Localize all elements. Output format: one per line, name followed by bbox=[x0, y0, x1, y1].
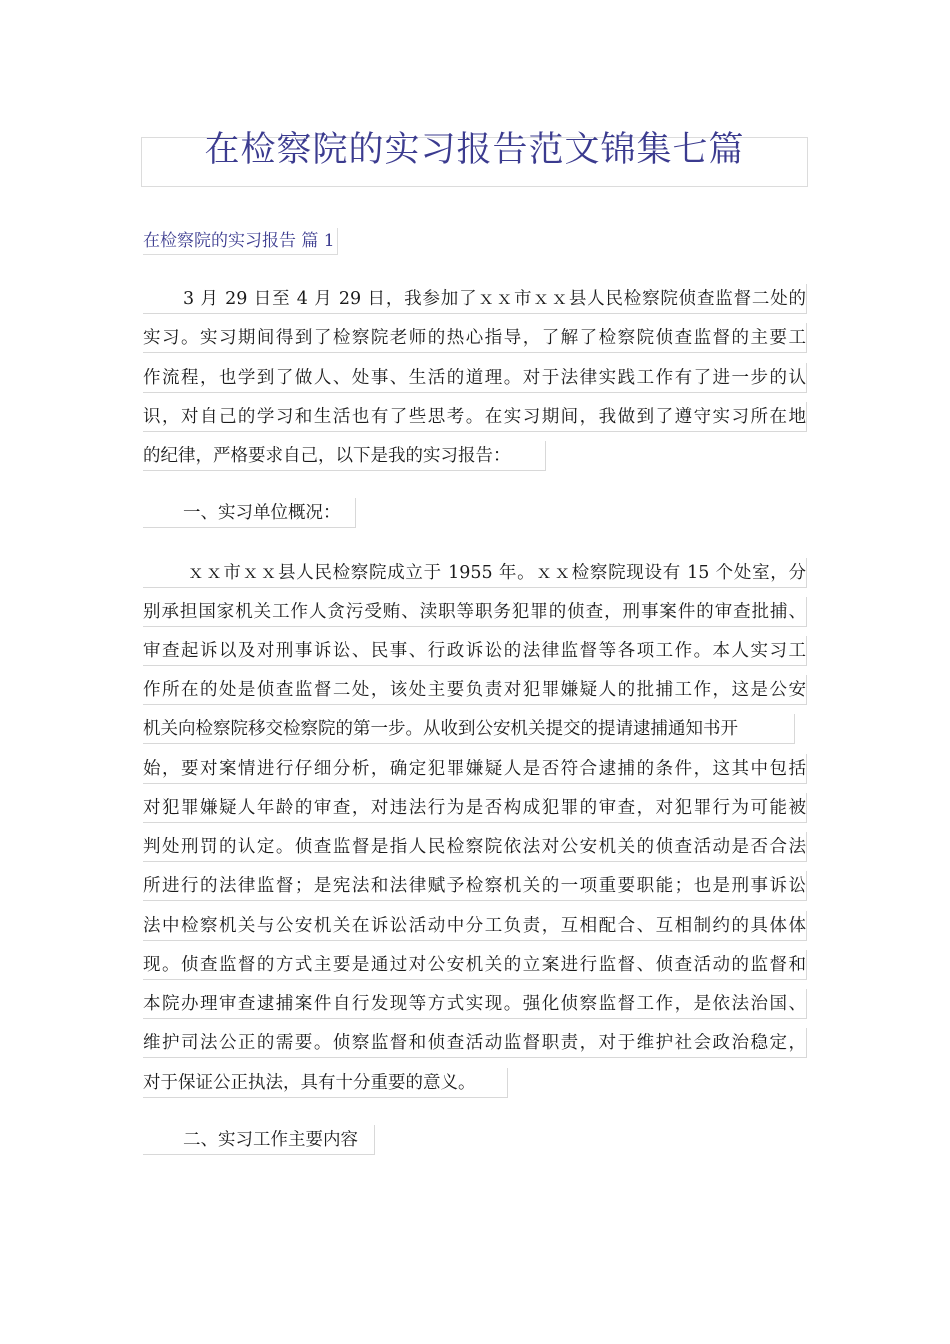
paragraph-2-line-4: 作所在的处是侦查监督二处，该处主要负责对犯罪嫌疑人的批捕工作，这是公安 bbox=[143, 675, 807, 705]
paragraph-2-line-14: 对于保证公正执法，具有十分重要的意义。 bbox=[143, 1068, 508, 1098]
paragraph-1-line-5: 的纪律，严格要求自己，以下是我的实习报告： bbox=[143, 441, 546, 471]
document-title: 在检察院的实习报告范文锦集七篇 bbox=[204, 130, 745, 170]
paragraph-2-line-5: 机关向检察院移交检察院的第一步。从收到公安机关提交的提请逮捕通知书开 bbox=[143, 714, 795, 744]
paragraph-2-line-3: 审查起诉以及对刑事诉讼、民事、行政诉讼的法律监督等各项工作。本人实习工 bbox=[143, 636, 807, 666]
paragraph-1-line-4: 识，对自己的学习和生活也有了些思考。在实习期间，我做到了遵守实习所在地 bbox=[143, 402, 807, 432]
paragraph-2-line-12: 本院办理审查逮捕案件自行发现等方式实现。强化侦察监督工作，是依法治国、 bbox=[143, 989, 807, 1019]
heading-unit-overview: 一、实习单位概况： bbox=[143, 498, 356, 528]
section-subtitle: 在检察院的实习报告 篇 1 bbox=[143, 228, 338, 255]
paragraph-2-line-7: 对犯罪嫌疑人年龄的审查，对违法行为是否构成犯罪的审查，对犯罪行为可能被 bbox=[143, 793, 807, 823]
paragraph-1-line-1: 3 月 29 日至 4 月 29 日，我参加了ｘｘ市ｘｘ县人民检察院侦查监督二处的 bbox=[143, 284, 807, 314]
paragraph-2-line-2: 别承担国家机关工作人贪污受贿、渎职等职务犯罪的侦查，刑事案件的审查批捕、 bbox=[143, 597, 807, 627]
paragraph-2-line-11: 现。侦查监督的方式主要是通过对公安机关的立案进行监督、侦查活动的监督和 bbox=[143, 950, 807, 980]
heading-main-work: 二、实习工作主要内容 bbox=[143, 1125, 375, 1155]
paragraph-2-line-13: 维护司法公正的需要。侦察监督和侦查活动监督职责，对于维护社会政治稳定， bbox=[143, 1028, 807, 1058]
paragraph-1-line-2: 实习。实习期间得到了检察院老师的热心指导，了解了检察院侦查监督的主要工 bbox=[143, 323, 807, 353]
paragraph-1-line-3: 作流程，也学到了做人、处事、生活的道理。对于法律实践工作有了进一步的认 bbox=[143, 363, 807, 393]
paragraph-2-line-1: ｘｘ市ｘｘ县人民检察院成立于 1955 年。ｘｘ检察院现设有 15 个处室，分 bbox=[143, 558, 807, 588]
paragraph-2-line-10: 法中检察机关与公安机关在诉讼活动中分工负责，互相配合、互相制约的具体体 bbox=[143, 911, 807, 941]
paragraph-2-line-8: 判处刑罚的认定。侦查监督是指人民检察院依法对公安机关的侦查活动是否合法 bbox=[143, 832, 807, 862]
paragraph-2-line-9: 所进行的法律监督；是宪法和法律赋予检察机关的一项重要职能；也是刑事诉讼 bbox=[143, 871, 807, 901]
paragraph-2-line-6: 始，要对案情进行仔细分析，确定犯罪嫌疑人是否符合逮捕的条件，这其中包括 bbox=[143, 754, 807, 784]
